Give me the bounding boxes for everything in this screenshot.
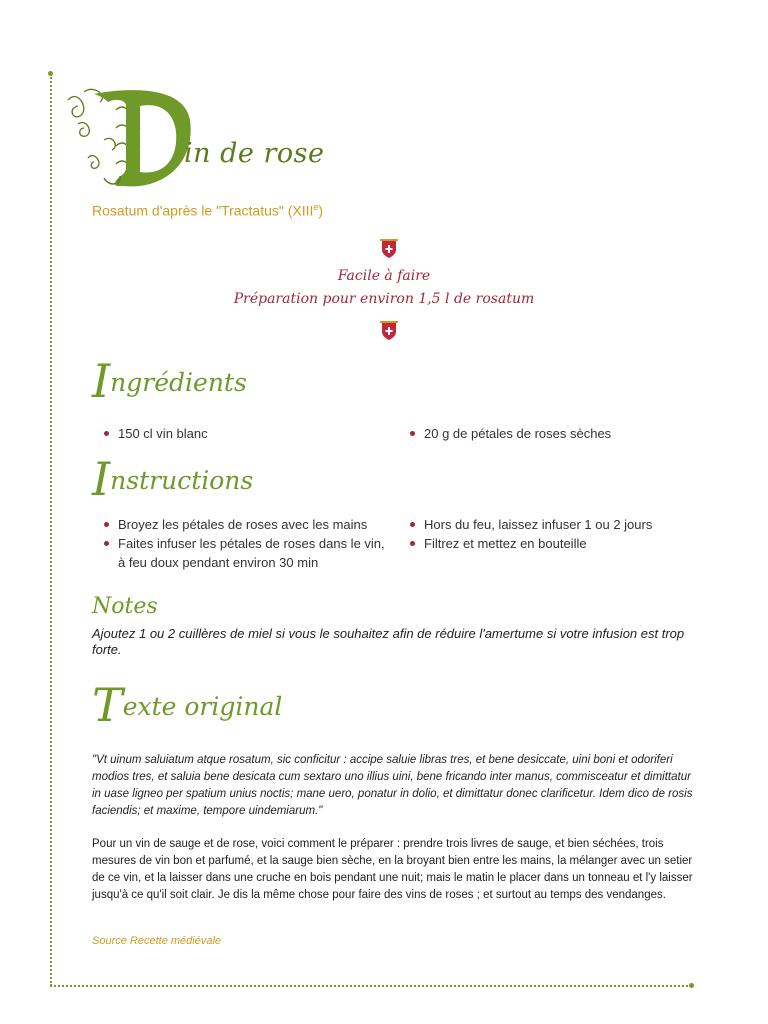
ingredients-heading: Ingrédients — [92, 354, 247, 408]
recipe-subtitle: Rosatum d'après le "Tractatus" (XIIIe) — [92, 202, 324, 219]
frame-bottom-border — [50, 985, 692, 987]
page-title: in de rose — [184, 138, 325, 169]
notes-heading: Notes — [92, 594, 158, 619]
ingredients-list — [408, 424, 698, 443]
notes-text: Ajoutez 1 ou 2 cuillères de miel si vous le souhaitez afin de réduire l'amertume si votre infusion est trop forte. — [92, 626, 685, 657]
instruction-item: Broyez les pétales de roses avec les mains — [102, 515, 388, 534]
frame-left-border — [50, 74, 52, 986]
frame-dot-icon — [48, 71, 53, 76]
instructions-list — [102, 515, 388, 572]
instruction-item: Faites infuser les pétales de roses dans le vin, à feu doux pendant environ 30 min — [102, 534, 388, 572]
ingredient-item: 150 cl vin blanc — [102, 424, 382, 443]
shield-icon — [378, 238, 400, 260]
frame-dot-icon — [689, 983, 694, 988]
latin-text: "Vt uinum saluiatum atque rosatum, sic conficitur : accipe saluie libras tres, et bene desiccate, uini boni et odoriferi modios tres, et saluia bene desicata cum sextaro uno illius uini, bene fricando inter manus, commisceatur et dimittatur in uase ligneo per spatium unius noctis; mane uero, ponatur in dolio, et dimittatur donec clarificetur. Idem dico de rosis faciendis; et maxime, tempore uindemiarum." — [92, 754, 693, 817]
instructions-heading: Instructions — [92, 452, 254, 506]
ingredients-list — [102, 424, 382, 443]
original-text-heading: Texte original — [92, 678, 283, 732]
ingredient-item: 20 g de pétales de roses sèches — [408, 424, 698, 443]
instruction-item: Hors du feu, laissez infuser 1 ou 2 jours — [408, 515, 698, 534]
shield-icon — [378, 320, 400, 342]
french-translation: Pour un vin de sauge et de rose, voici comment le préparer : prendre trois livres de sauge, et bien séchées, trois mesures de vin bon et parfumé, et la sauge bien sèche, en la broyant bien entre les mains, la mélanger avec un setier de ce vin, et la laisser dans une cruche en bois pendant une nuit; mais le matin le placer dans un tonneau et l'y laisser jusqu'à ce qu'il soit clair. Je dis la même chose pour faire des vins de roses ; et surtout au temps des vendanges. — [92, 838, 693, 901]
difficulty-label: Facile à faire — [337, 268, 431, 284]
yield-label: Préparation pour environ 1,5 l de rosatum — [233, 291, 535, 307]
instruction-item: Filtrez et mettez en bouteille — [408, 534, 698, 553]
instructions-list — [408, 515, 698, 553]
source-credit: Source Recette médiévale — [92, 935, 222, 947]
illuminated-dropcap-icon — [64, 80, 194, 192]
